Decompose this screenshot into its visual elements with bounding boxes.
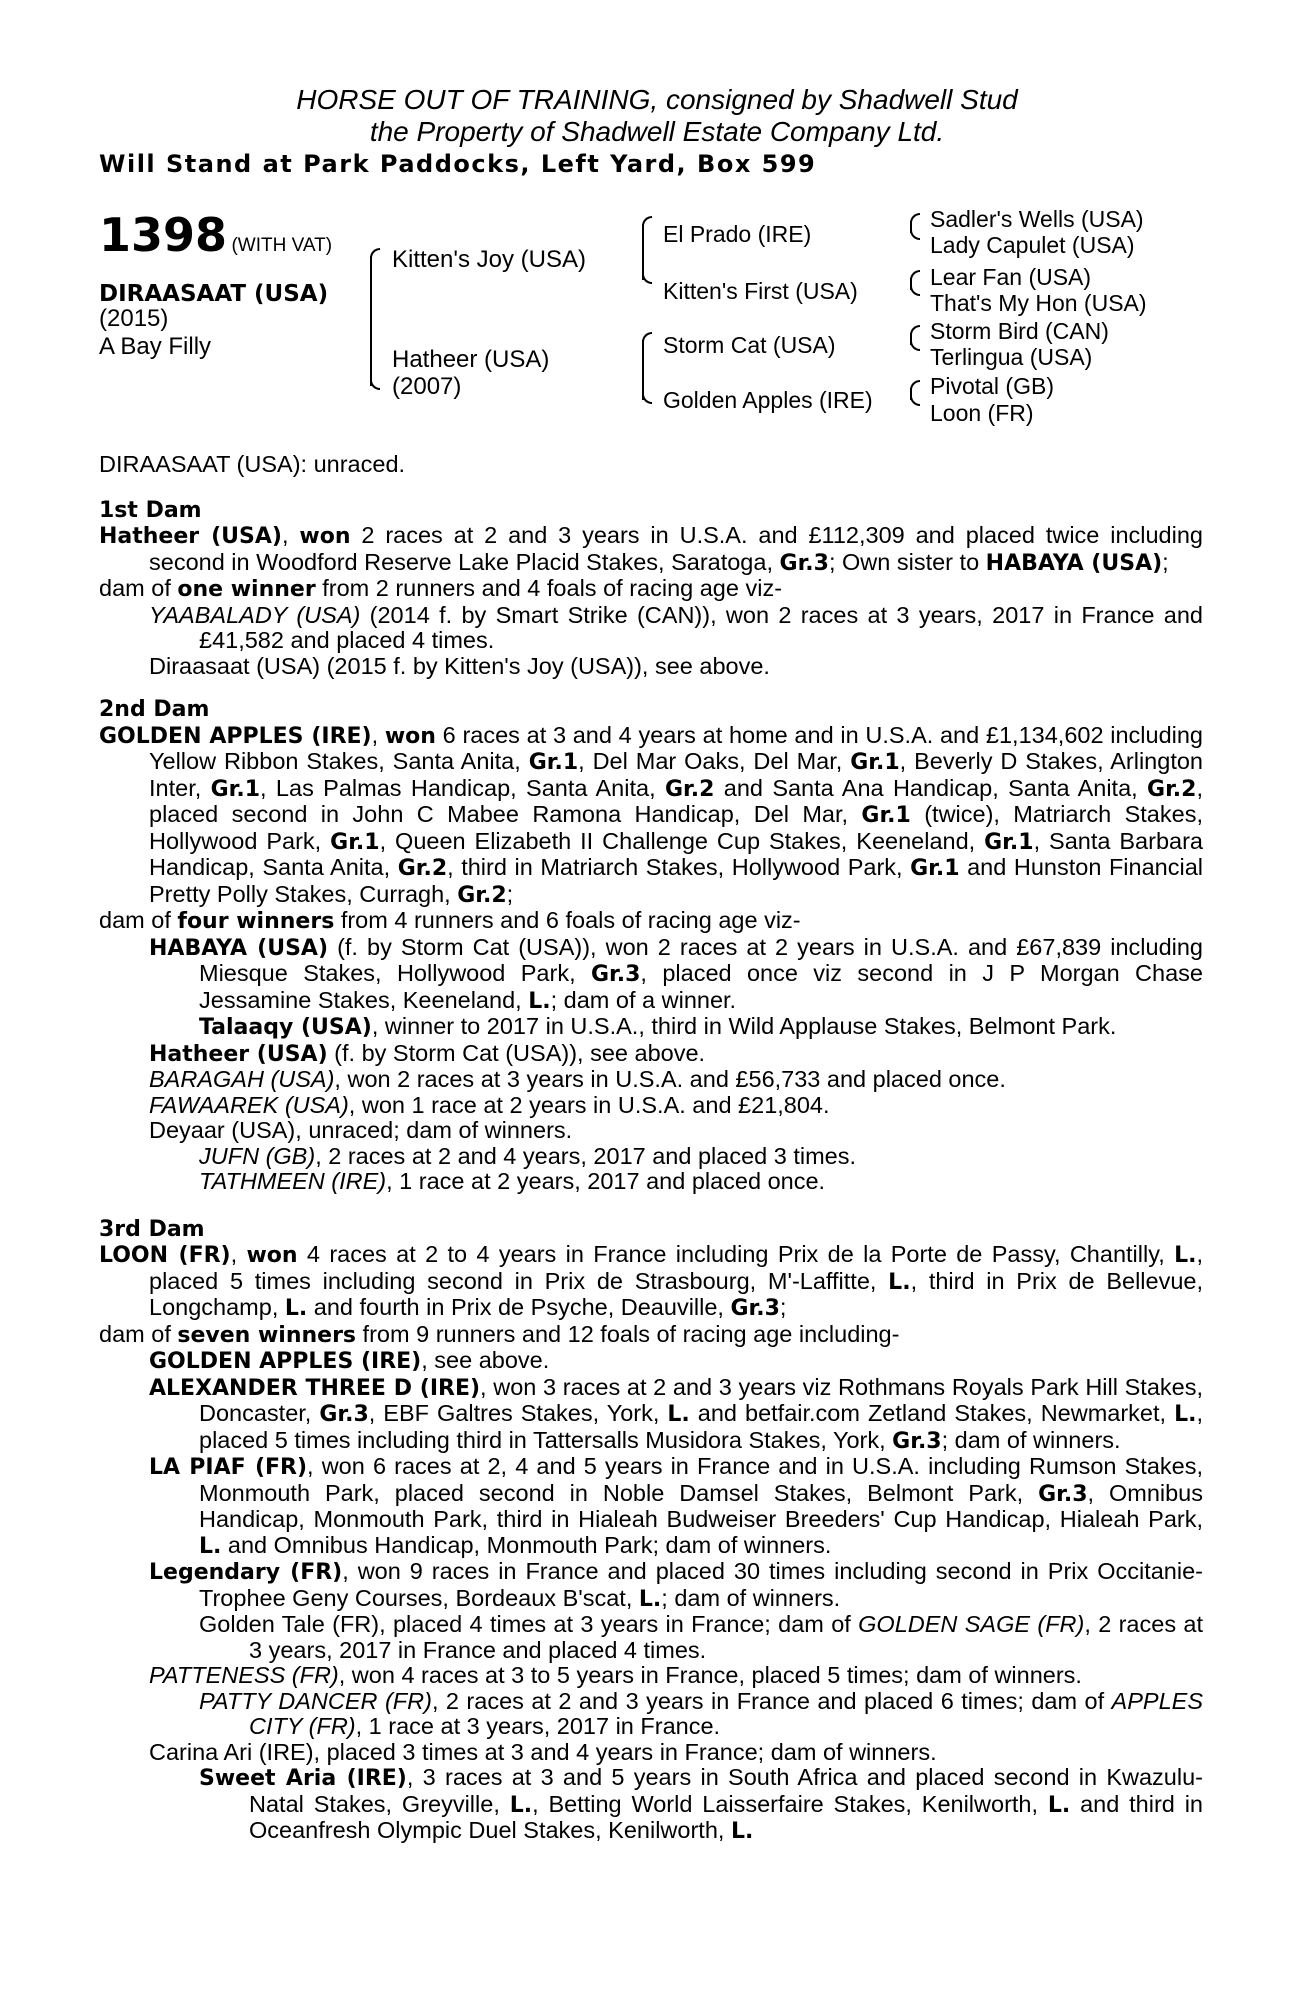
text: (twice), Matriarch Stakes, Hollywood Park,	[149, 801, 1203, 854]
text: 2 races at 2 and 3 years in U.S.A. and £112,309 and placed twice including second in Woodford Reserve Lake Placid Stakes, Saratoga,	[149, 522, 1203, 575]
text: ;	[506, 880, 514, 907]
text: and Santa Ana Handicap, Santa Anita,	[714, 774, 1148, 801]
produce-name: PATTY DANCER (FR)	[199, 1687, 432, 1714]
text: , Betting World Laisserfaire Stakes, Kenilworth,	[532, 1790, 1048, 1817]
sd-sire: Lear Fan (USA)	[930, 264, 1092, 290]
text: , see above.	[421, 1347, 550, 1373]
family-notes	[99, 452, 1203, 1845]
dam-name: GOLDEN APPLES (IRE)	[99, 723, 372, 749]
ss-dam: Lady Capulet (USA)	[930, 232, 1135, 258]
location-line: Will Stand at Park Paddocks, Left Yard, Box 599	[99, 150, 817, 178]
text: , 1 race at 3 years, 2017 in France.	[355, 1713, 721, 1739]
grade: Gr.1	[861, 803, 911, 828]
produce-entry	[99, 1765, 1203, 1845]
produce-entry	[99, 1093, 1203, 1119]
first-dam-produce-summary	[99, 576, 1203, 603]
produce-entry	[99, 1014, 1203, 1041]
listed: L.	[284, 1296, 308, 1321]
grade: Gr.3	[892, 1428, 942, 1454]
listed: L.	[888, 1269, 911, 1295]
text: ; dam of winners.	[661, 1584, 841, 1611]
text: dam of	[99, 575, 178, 601]
listed: L.	[509, 1792, 533, 1818]
dam: Hatheer (USA)	[392, 346, 550, 373]
consignor-line: HORSE OUT OF TRAINING, consigned by Shadwell Stud	[296, 84, 1018, 115]
text: ; Own sister to	[828, 548, 986, 575]
text: ;	[779, 1294, 787, 1320]
produce-entry	[99, 1454, 1203, 1559]
produce-entry	[99, 1612, 1203, 1663]
third-dam-record: LOON (FR), won 4 races at 2 to 4 years in France including Prix de la Porte de Passy, Chantilly, L., placed 5 times including second in Prix de Strasbourg, M'-Laffitte, L., third in Prix de Bellevue, Longchamp, L. and fourth in Prix de Psyche, Deauville, Gr.3;	[99, 1241, 1203, 1321]
grade: Gr.2	[1147, 776, 1197, 802]
listed: L.	[1174, 1402, 1197, 1427]
text: (f. by Storm Cat (USA)), see above.	[327, 1039, 706, 1066]
text: , winner to 2017 in U.S.A., third in Wild Applause Stakes, Belmont Park.	[371, 1013, 1117, 1039]
brace-line	[642, 224, 644, 280]
third-dam-heading: 3rd Dam	[99, 1216, 205, 1242]
vat-note: (WITH VAT)	[231, 235, 333, 256]
winner-count: one winner	[177, 577, 316, 602]
text: 4 races at 2 to 4 years in France including Prix de la Porte de Passy, Chantilly,	[297, 1241, 1175, 1267]
brace-line	[642, 340, 644, 400]
text: , placed 5 times including third in Tattersalls Musidora Stakes, York,	[199, 1400, 1203, 1453]
produce-name: Sweet Aria (IRE)	[199, 1766, 407, 1791]
text: ; dam of winners.	[941, 1426, 1121, 1453]
produce-name: PATTENESS (FR)	[149, 1662, 339, 1688]
brace-line	[370, 256, 372, 386]
ds-dam: Terlingua (USA)	[930, 344, 1093, 370]
text: , EBF Galtres Stakes, York,	[368, 1400, 668, 1426]
won-label: won	[384, 723, 436, 749]
text: ; dam of a winner.	[550, 986, 737, 1013]
lot-number: 1398	[99, 208, 228, 262]
text: , won 4 races at 3 to 5 years in France, placed 5 times; dam of winners.	[338, 1662, 1082, 1688]
text: (f. by Storm Cat (USA)), won 2 races at 2 years in U.S.A. and £67,839 including Miesque Stakes, Hollywood Park,	[199, 933, 1203, 986]
produce-entry	[99, 1375, 1203, 1455]
ss-sire: Sadler's Wells (USA)	[930, 206, 1144, 232]
text: , placed second in John C Mabee Ramona Handicap, Del Mar,	[149, 774, 1203, 827]
text: from 9 runners and 12 foals of racing age including-	[356, 1320, 900, 1347]
produce-name: GOLDEN SAGE (FR)	[858, 1611, 1085, 1637]
grade: Gr.1	[910, 856, 960, 881]
produce-entry	[99, 1663, 1203, 1689]
dd-dam: Loon (FR)	[930, 400, 1034, 426]
produce-entry	[99, 1067, 1203, 1093]
text: , won 3 races at 2 and 3 years viz Rothmans Royals Park Hill Stakes, Doncaster,	[199, 1373, 1203, 1426]
text: Golden Tale (FR), placed 4 times at 3 years in France; dam of	[199, 1611, 859, 1637]
ds-sire: Storm Bird (CAN)	[930, 318, 1109, 344]
text: , 2 races at 3 years, 2017 in France and placed 4 times.	[249, 1611, 1203, 1663]
text: ;	[1162, 548, 1169, 575]
listed: L.	[667, 1402, 690, 1427]
text: , won 2 races at 3 years in U.S.A. and £56,733 and placed once.	[334, 1066, 1006, 1092]
produce-entry	[99, 1689, 1203, 1740]
brace-bottom	[642, 274, 652, 284]
produce-entry	[99, 1169, 1203, 1195]
text: and Hunston Financial Pretty Polly Stakes, Curragh,	[149, 854, 1203, 907]
text: from 4 runners and 6 foals of racing age viz-	[334, 907, 801, 933]
produce-entry	[99, 1041, 1203, 1068]
text: , 1 race at 2 years, 2017 and placed once.	[386, 1168, 826, 1194]
text: , third in Prix de Bellevue, Longchamp,	[149, 1267, 1203, 1320]
third-dam-produce-summary	[99, 1322, 1203, 1349]
produce-entry: Deyaar (USA), unraced; dam of winners.	[149, 1117, 573, 1143]
produce-name: GOLDEN APPLES (IRE)	[149, 1349, 422, 1374]
brace-bottom	[910, 396, 920, 406]
produce-name: JUFN (GB)	[199, 1142, 316, 1169]
listed: L.	[638, 1586, 662, 1612]
produce-name: TATHMEEN (IRE)	[199, 1168, 387, 1194]
listed: L.	[1047, 1792, 1071, 1818]
produce-name: LA PIAF (FR)	[149, 1455, 308, 1480]
listed: L.	[1174, 1243, 1197, 1268]
produce-name: APPLES CITY (FR)	[249, 1687, 1203, 1739]
text: , Beverly D Stakes, Arlington Inter,	[149, 748, 1203, 801]
first-dam-record: Hatheer (USA), won 2 races at 2 and 3 years in U.S.A. and £112,309 and placed twice including second in Woodford Reserve Lake Placid Stakes, Saratoga, Gr.3; Own sister to HABAYA (USA);	[99, 522, 1203, 576]
grade: Gr.3	[1038, 1481, 1088, 1507]
grade: Gr.1	[984, 829, 1034, 855]
produce-name: FAWAAREK (USA)	[149, 1091, 349, 1118]
sd-dam: That's My Hon (USA)	[930, 290, 1147, 316]
produce-name: HABAYA (USA)	[149, 935, 329, 961]
produce-name: BARAGAH (USA)	[149, 1066, 335, 1092]
brace-bottom	[370, 380, 380, 390]
sire-dam: Kitten's First (USA)	[663, 278, 858, 304]
brace-bottom	[642, 394, 652, 404]
produce-name: Legendary (FR)	[149, 1560, 343, 1585]
second-dam-produce-summary	[99, 908, 1203, 935]
dam-dam: Golden Apples (IRE)	[663, 387, 873, 413]
produce-entry: Carina Ari (IRE), placed 3 times at 3 and 4 years in France; dam of winners.	[149, 1738, 937, 1765]
text: from 2 runners and 4 foals of racing age viz-	[315, 575, 783, 601]
intro-line: DIRAASAAT (USA): unraced.	[99, 451, 406, 477]
dam-year: (2007)	[392, 373, 462, 400]
produce-entry	[99, 1348, 1203, 1375]
text: , placed 5 times including second in Prix de Strasbourg, M'-Laffitte,	[149, 1241, 1203, 1294]
grade: Gr.3	[590, 962, 641, 987]
won-label: won	[246, 1243, 298, 1268]
grade: Gr.3	[319, 1402, 369, 1427]
winner-count: four winners	[177, 909, 335, 934]
listed: L.	[528, 988, 551, 1014]
text: , 3 races at 3 and 5 years in South Africa and placed second in Kwazulu-Natal Stakes, Greyville,	[249, 1764, 1203, 1817]
horse-description: A Bay Filly	[99, 333, 212, 360]
text: and Omnibus Handicap, Monmouth Park; dam of winners.	[221, 1531, 832, 1558]
text: , won 6 races at 2, 4 and 5 years in France and in U.S.A. including Rumson Stakes, Monmouth Park, placed second in Noble Damsel Stakes, Belmont Park,	[199, 1453, 1203, 1506]
produce-name: YAABALADY (USA)	[149, 601, 361, 628]
produce-entry	[99, 935, 1203, 1015]
grade: Gr.2	[397, 856, 448, 881]
sire: Kitten's Joy (USA)	[392, 246, 586, 273]
brace-bottom	[910, 341, 920, 351]
text: , 2 races at 2 and 4 years, 2017 and placed 3 times.	[315, 1142, 857, 1169]
text: (2014 f. by Smart Strike (CAN)), won 2 races at 3 years, 2017 in France and £41,582 and placed 4 times.	[199, 601, 1203, 653]
text: , won 9 races in France and placed 30 times including second in Prix Occitanie-Trophee Geny Courses, Bordeaux B'scat,	[199, 1558, 1203, 1611]
text: and fourth in Prix de Psyche, Deauville,	[307, 1294, 731, 1320]
brace-bottom	[910, 230, 920, 240]
produce-name: Hatheer (USA)	[149, 1041, 328, 1067]
horse-name: DIRAASAAT (USA)	[99, 281, 329, 307]
dam-name: Hatheer (USA)	[99, 524, 282, 549]
text: dam of	[99, 1320, 178, 1347]
dd-sire: Pivotal (GB)	[930, 373, 1054, 399]
text: and third in Oceanfresh Olympic Duel Stakes, Kenilworth,	[249, 1790, 1203, 1843]
lot-number-block	[99, 210, 332, 260]
produce-entry	[99, 1559, 1203, 1612]
brace-bottom	[910, 286, 920, 296]
grade: Gr.1	[210, 776, 261, 802]
text: dam of	[99, 907, 178, 933]
dam-name: LOON (FR)	[99, 1243, 231, 1268]
text: , Las Palmas Handicap, Santa Anita,	[260, 774, 665, 801]
second-dam-record: GOLDEN APPLES (IRE), won 6 races at 3 and 4 years at home and in U.S.A. and £1,134,602 including Yellow Ribbon Stakes, Santa Anita, Gr.1, Del Mar Oaks, Del Mar, Gr.1, Beverly D Stakes, Arlington Inter, Gr.1, Las Palmas Handicap, Santa Anita, Gr.2 and Santa Ana Handicap, Santa Anita, Gr.2, placed second in John C Mabee Ramona Handicap, Del Mar, Gr.1 (twice), Matriarch Stakes, Hollywood Park, Gr.1, Queen Elizabeth II Challenge Cup Stakes, Keeneland, Gr.1, Santa Barbara Handicap, Santa Anita, Gr.2, third in Matriarch Stakes, Hollywood Park, Gr.1 and Hunston Financial Pretty Polly Stakes, Curragh, Gr.2;	[99, 721, 1203, 908]
text: , third in Matriarch Stakes, Hollywood Park,	[447, 854, 911, 880]
produce-entry: Diraasaat (USA) (2015 f. by Kitten's Joy (USA)), see above.	[149, 652, 770, 679]
produce-entry	[99, 1144, 1203, 1170]
produce-name: Talaaqy (USA)	[199, 1015, 372, 1040]
foaling-year: (2015)	[99, 305, 169, 332]
text: , 2 races at 2 and 3 years in France and placed 6 times; dam of	[431, 1687, 1112, 1714]
text: , placed once viz second in J P Morgan Chase Jessamine Stakes, Keeneland,	[199, 960, 1203, 1013]
grade: Gr.1	[850, 750, 900, 775]
won-label: won	[299, 524, 351, 549]
sister-name: HABAYA (USA)	[985, 550, 1163, 576]
listed: L.	[730, 1819, 754, 1844]
produce-name: ALEXANDER THREE D (IRE)	[149, 1375, 481, 1401]
second-dam-heading: 2nd Dam	[99, 697, 210, 722]
text: , won 1 race at 2 years in U.S.A. and £21,804.	[348, 1091, 830, 1118]
first-dam-heading: 1st Dam	[99, 497, 202, 523]
text: 6 races at 3 and 4 years at home and in U.S.A. and £1,134,602 including Yellow Ribbon Stakes, Santa Anita,	[149, 721, 1203, 774]
listed: L.	[199, 1533, 222, 1559]
produce-entry	[99, 603, 1203, 654]
grade: Gr.1	[528, 750, 579, 775]
text: , Omnibus Handicap, Monmouth Park, third in Hialeah Budweiser Breeders' Cup Handicap, Hialeah Park,	[199, 1479, 1204, 1532]
text: , Santa Barbara Handicap, Santa Anita,	[149, 827, 1203, 880]
grade: Gr.3	[730, 1296, 780, 1321]
grade: Gr.1	[330, 829, 380, 855]
property-line: the Property of Shadwell Estate Company Ltd.	[369, 116, 945, 147]
grade: Gr.2	[457, 882, 507, 908]
text: and betfair.com Zetland Stakes, Newmarket,	[689, 1400, 1175, 1426]
text: , Queen Elizabeth II Challenge Cup Stakes, Keeneland,	[379, 827, 985, 854]
winner-count: seven winners	[177, 1322, 357, 1348]
grade: Gr.2	[664, 776, 715, 802]
sire-sire: El Prado (IRE)	[663, 221, 812, 247]
text: , Del Mar Oaks, Del Mar,	[578, 748, 851, 774]
grade: Gr.3	[779, 550, 829, 576]
dam-sire: Storm Cat (USA)	[663, 332, 836, 358]
